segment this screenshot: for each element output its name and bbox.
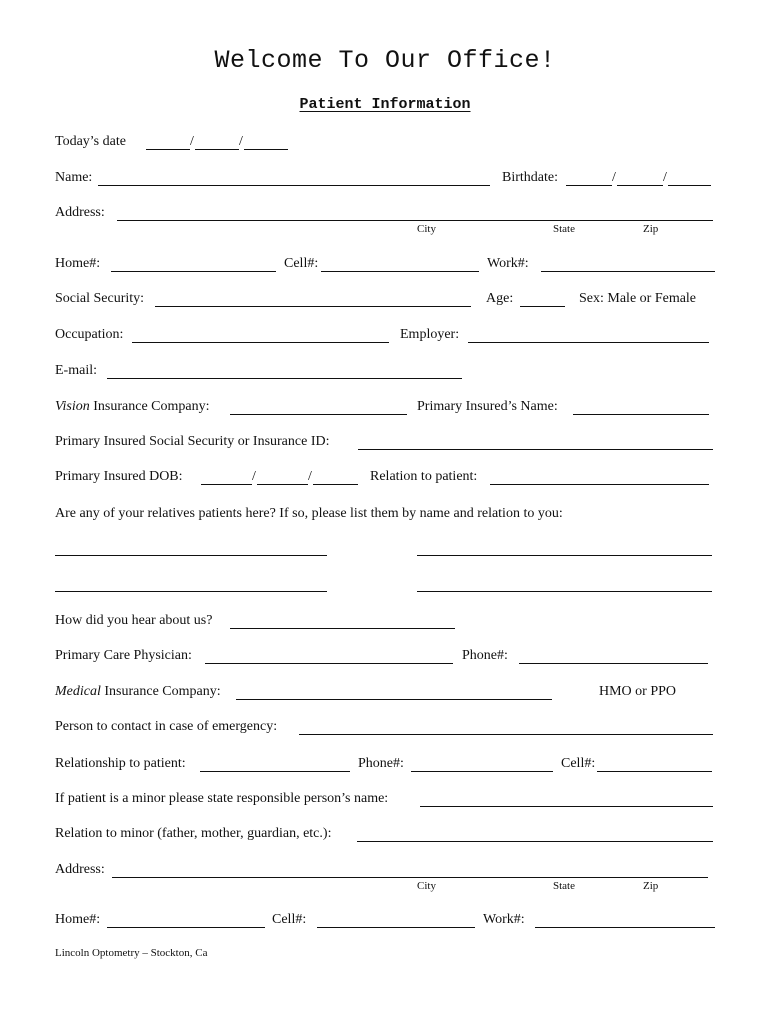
dob-year-field[interactable] [313, 484, 358, 485]
work-phone-label: Work#: [483, 912, 525, 927]
home-phone-field[interactable] [107, 927, 265, 928]
row-phones [55, 256, 715, 276]
age-label: Age: [486, 291, 514, 306]
birthdate-year-field[interactable] [668, 185, 711, 186]
subtitle-text: Patient Information [299, 96, 471, 113]
email-label: E-mail: [55, 363, 97, 378]
row-hear-about [55, 613, 715, 633]
cell-phone-field[interactable] [321, 271, 479, 272]
cell-phone-label: Cell#: [284, 256, 319, 271]
hmo-ppo-options[interactable]: HMO or PPO [599, 684, 677, 699]
address-zip-caption: Zip [643, 223, 659, 235]
address-city-caption: City [417, 880, 436, 892]
age-field[interactable] [520, 306, 565, 307]
page-title: Welcome To Our Office! [214, 46, 556, 75]
relationship-to-patient-label: Relationship to patient: [55, 756, 186, 771]
address-state-caption: State [553, 880, 575, 892]
home-phone-field[interactable] [111, 271, 276, 272]
row-vision-insurance [55, 399, 715, 419]
date-year-field[interactable] [244, 149, 288, 150]
row-address-2 [55, 862, 715, 882]
row-relation-to-minor [55, 826, 715, 846]
emergency-cell-label: Cell#: [561, 756, 596, 771]
emergency-contact-label: Person to contact in case of emergency: [55, 719, 278, 734]
medical-insurance-label [55, 684, 221, 700]
hear-about-label: How did you hear about us? [55, 613, 213, 628]
primary-insured-ss-label: Primary Insured Social Security or Insurance ID: [55, 434, 330, 449]
home-phone-label: Home#: [55, 256, 101, 271]
row-occupation [55, 327, 715, 347]
work-phone-field[interactable] [541, 271, 715, 272]
sex-options[interactable]: Sex: Male or Female [579, 291, 697, 306]
row-primary-care [55, 648, 715, 668]
social-security-label: Social Security: [55, 291, 145, 306]
relative-field[interactable] [417, 591, 712, 592]
cell-phone-label: Cell#: [272, 912, 307, 927]
primary-care-label: Primary Care Physician: [55, 648, 192, 663]
relation-to-minor-field[interactable] [357, 841, 713, 842]
primary-insured-dob-label: Primary Insured DOB: [55, 469, 183, 484]
occupation-label: Occupation: [55, 327, 124, 342]
emergency-cell-field[interactable] [597, 771, 712, 772]
emergency-phone-label: Phone#: [358, 756, 404, 771]
medical-insurance-field[interactable] [236, 699, 552, 700]
name-label: Name: [55, 170, 93, 185]
address-field[interactable] [117, 220, 713, 221]
todays-date-label: Today’s date [55, 134, 126, 149]
vision-italic: Vision [55, 399, 90, 414]
birthdate-day-field[interactable] [617, 185, 663, 186]
row-emergency-relationship [55, 756, 715, 776]
relatives-question-label: Are any of your relatives patients here? If so, please list them by name and relation to you: [55, 506, 563, 521]
birthdate-label: Birthdate: [502, 170, 558, 185]
row-minor-responsible [55, 791, 715, 811]
row-phones-2 [55, 912, 715, 932]
row-primary-insured-dob [55, 469, 715, 489]
occupation-field[interactable] [132, 342, 389, 343]
relative-field[interactable] [417, 555, 712, 556]
row-todays-date [55, 134, 715, 154]
address-label: Address: [55, 205, 105, 220]
dob-day-field[interactable] [257, 484, 308, 485]
section-subtitle [0, 95, 770, 113]
name-field[interactable] [98, 185, 490, 186]
row-relatives-2 [55, 576, 715, 596]
address-state-caption: State [553, 223, 575, 235]
primary-insured-ss-field[interactable] [358, 449, 713, 450]
relation-to-minor-label: Relation to minor (father, mother, guardian, etc.): [55, 826, 332, 841]
birthdate-month-field[interactable] [566, 185, 612, 186]
date-slash: / [190, 134, 194, 149]
work-phone-field[interactable] [535, 927, 715, 928]
social-security-field[interactable] [155, 306, 471, 307]
date-slash: / [663, 170, 667, 185]
row-email [55, 363, 715, 383]
primary-insured-name-field[interactable] [573, 414, 709, 415]
row-emergency-contact [55, 719, 715, 739]
row-medical-insurance [55, 684, 715, 704]
vision-insurance-field[interactable] [230, 414, 407, 415]
relative-field[interactable] [55, 555, 327, 556]
row-name [55, 170, 715, 190]
date-slash: / [308, 469, 312, 484]
vision-insurance-label [55, 399, 210, 415]
relation-to-patient-field[interactable] [490, 484, 709, 485]
employer-label: Employer: [400, 327, 460, 342]
date-slash: / [252, 469, 256, 484]
work-phone-label: Work#: [487, 256, 529, 271]
cell-phone-field[interactable] [317, 927, 475, 928]
emergency-contact-field[interactable] [299, 734, 713, 735]
minor-responsible-label: If patient is a minor please state responsible person’s name: [55, 791, 389, 806]
row-primary-insured-ss [55, 434, 715, 454]
employer-field[interactable] [468, 342, 709, 343]
relation-to-patient-label: Relation to patient: [370, 469, 478, 484]
row-social-security [55, 291, 715, 311]
address-city-caption: City [417, 223, 436, 235]
primary-care-field[interactable] [205, 663, 453, 664]
address-zip-caption: Zip [643, 880, 659, 892]
date-day-field[interactable] [195, 149, 239, 150]
footer-text: Lincoln Optometry – Stockton, Ca [55, 947, 208, 959]
relative-field[interactable] [55, 591, 327, 592]
primary-insured-name-label: Primary Insured’s Name: [417, 399, 558, 414]
physician-phone-field[interactable] [519, 663, 708, 664]
medical-insurance-text: Insurance Company: [100, 684, 221, 699]
date-month-field[interactable] [146, 149, 190, 150]
emergency-phone-field[interactable] [411, 771, 553, 772]
address-label: Address: [55, 862, 105, 877]
vision-insurance-text: Insurance Company: [89, 399, 210, 414]
date-slash: / [612, 170, 616, 185]
row-relatives-question [55, 506, 715, 526]
email-field[interactable] [107, 378, 462, 379]
home-phone-label: Home#: [55, 912, 101, 927]
medical-italic: Medical [55, 684, 101, 699]
relationship-to-patient-field[interactable] [200, 771, 350, 772]
minor-responsible-field[interactable] [420, 806, 713, 807]
physician-phone-label: Phone#: [462, 648, 508, 663]
hear-about-field[interactable] [230, 628, 455, 629]
row-relatives-1 [55, 540, 715, 560]
address-field[interactable] [112, 877, 708, 878]
dob-month-field[interactable] [201, 484, 252, 485]
row-address [55, 205, 715, 225]
date-slash: / [239, 134, 243, 149]
